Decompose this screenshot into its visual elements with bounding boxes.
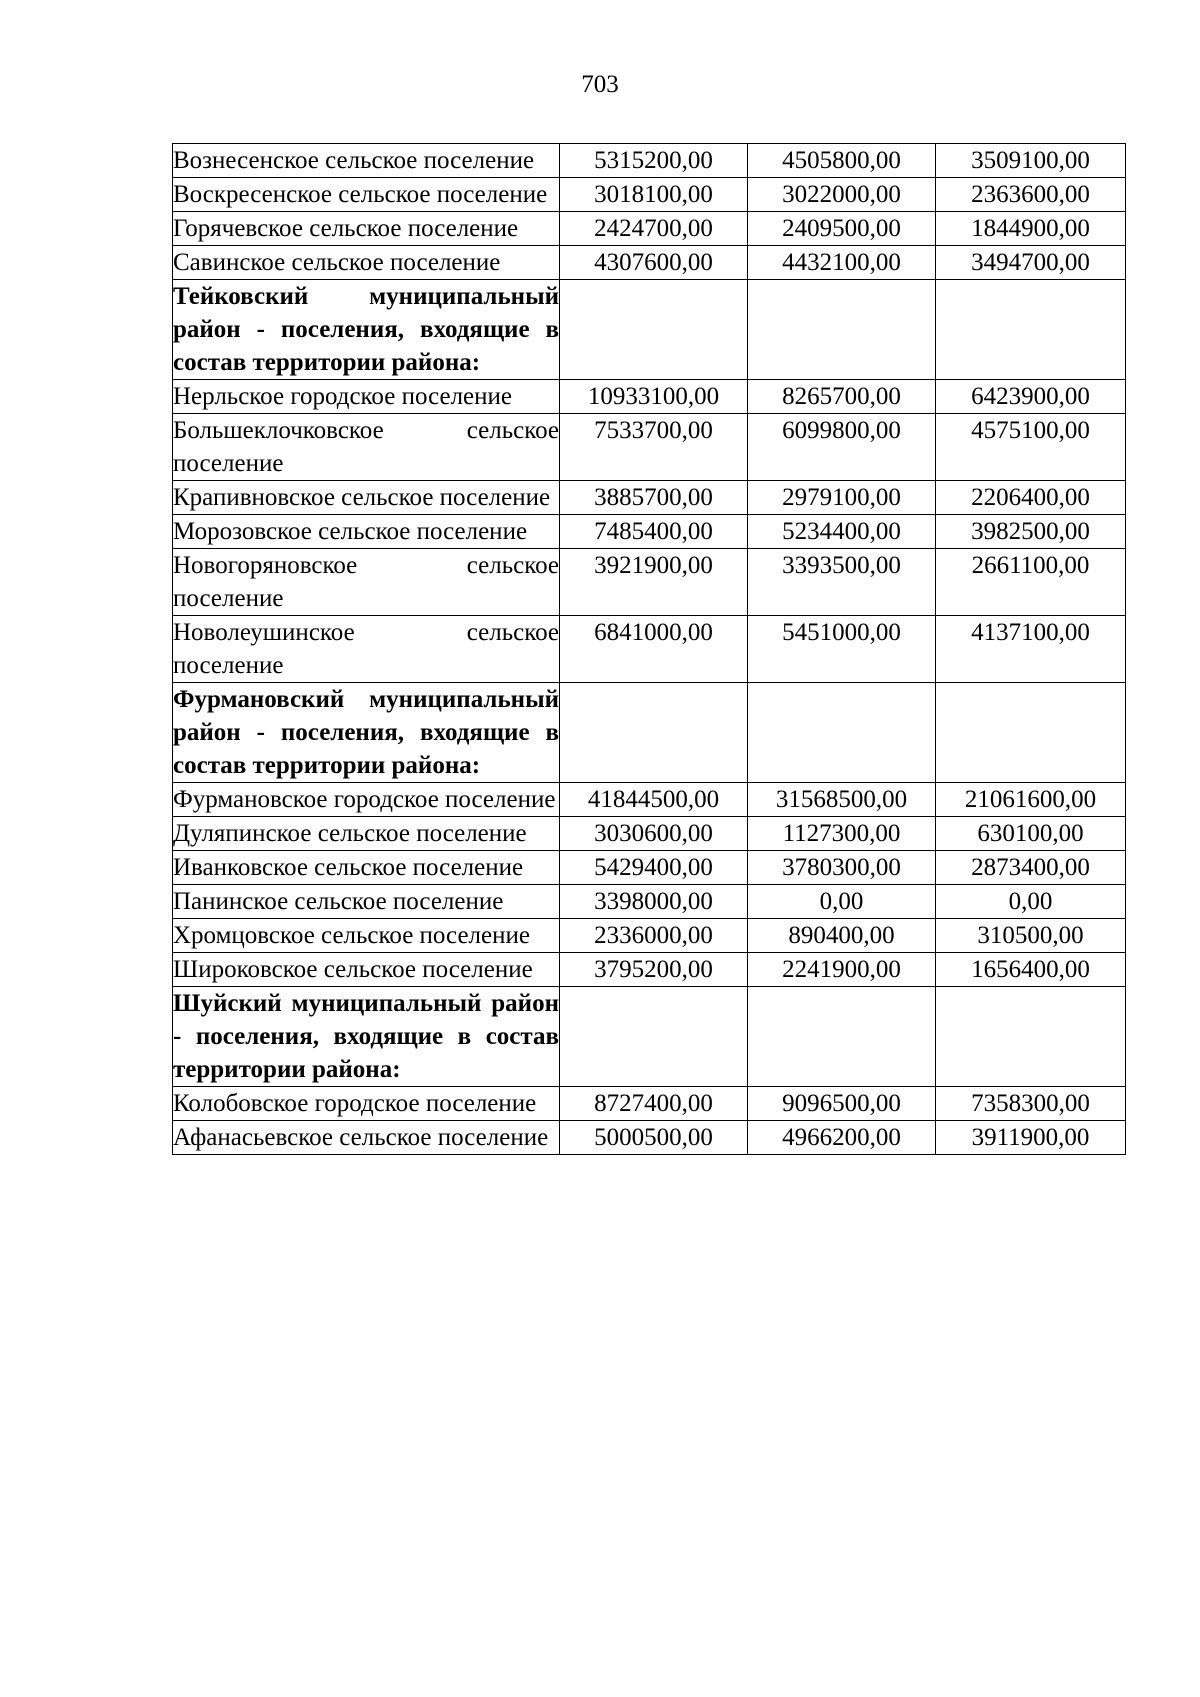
table-row (173, 885, 1126, 919)
district-name-cell: Шуйский муниципальный район - поселения, входящие в состав территории района: (173, 987, 560, 1087)
district-header-row (173, 280, 1126, 380)
table-row (173, 246, 1126, 280)
amount-cell-col1: 3398000,00 (560, 885, 748, 919)
amount-cell-col1: 6841000,00 (560, 616, 748, 683)
budget-table (172, 143, 1126, 1155)
settlement-name-cell: Хромцовское сельское поселение (173, 919, 560, 953)
amount-cell-col3: 0,00 (936, 885, 1126, 919)
amount-cell-col1: 5315200,00 (560, 144, 748, 178)
amount-cell-col2 (748, 987, 936, 1087)
table-row (173, 178, 1126, 212)
amount-cell-col2: 1127300,00 (748, 817, 936, 851)
settlement-name-cell: Новолеушинское сельское поселение (173, 616, 560, 683)
amount-cell-col1: 3921900,00 (560, 549, 748, 616)
amount-cell-col2: 9096500,00 (748, 1087, 936, 1121)
amount-cell-col2: 4432100,00 (748, 246, 936, 280)
amount-cell-col3 (936, 280, 1126, 380)
table-row (173, 783, 1126, 817)
amount-cell-col1: 3795200,00 (560, 953, 748, 987)
district-header-row (173, 683, 1126, 783)
settlement-name-cell: Нерльское городское поселение (173, 380, 560, 414)
amount-cell-col3: 1656400,00 (936, 953, 1126, 987)
settlement-name-cell: Новогоряновское сельское поселение (173, 549, 560, 616)
amount-cell-col3: 630100,00 (936, 817, 1126, 851)
amount-cell-col2: 2979100,00 (748, 481, 936, 515)
amount-cell-col2: 5451000,00 (748, 616, 936, 683)
amount-cell-col2: 3022000,00 (748, 178, 936, 212)
table-row (173, 817, 1126, 851)
district-name-cell: Фурмановский муниципальный район - поселения, входящие в состав территории района: (173, 683, 560, 783)
table-row (173, 414, 1126, 481)
amount-cell-col2 (748, 683, 936, 783)
amount-cell-col1 (560, 987, 748, 1087)
amount-cell-col3: 1844900,00 (936, 212, 1126, 246)
amount-cell-col2 (748, 280, 936, 380)
table-row (173, 1121, 1126, 1155)
table-row (173, 1087, 1126, 1121)
district-name-cell: Тейковский муниципальный район - поселения, входящие в состав территории района: (173, 280, 560, 380)
settlement-name-cell: Вознесенское сельское поселение (173, 144, 560, 178)
page-number: 703 (581, 71, 619, 98)
amount-cell-col3: 2873400,00 (936, 851, 1126, 885)
amount-cell-col1: 4307600,00 (560, 246, 748, 280)
amount-cell-col1 (560, 280, 748, 380)
settlement-name-cell: Горячевское сельское поселение (173, 212, 560, 246)
amount-cell-col2: 5234400,00 (748, 515, 936, 549)
amount-cell-col3: 4137100,00 (936, 616, 1126, 683)
amount-cell-col3: 4575100,00 (936, 414, 1126, 481)
settlement-name-cell: Фурмановское городское поселение (173, 783, 560, 817)
amount-cell-col2: 3780300,00 (748, 851, 936, 885)
table-row (173, 953, 1126, 987)
amount-cell-col3: 3494700,00 (936, 246, 1126, 280)
amount-cell-col2: 890400,00 (748, 919, 936, 953)
settlement-name-cell: Широковское сельское поселение (173, 953, 560, 987)
settlement-name-cell: Панинское сельское поселение (173, 885, 560, 919)
amount-cell-col1: 7533700,00 (560, 414, 748, 481)
amount-cell-col3: 3509100,00 (936, 144, 1126, 178)
settlement-name-cell: Иванковское сельское поселение (173, 851, 560, 885)
amount-cell-col1: 8727400,00 (560, 1087, 748, 1121)
table-row (173, 549, 1126, 616)
amount-cell-col3 (936, 683, 1126, 783)
amount-cell-col3: 310500,00 (936, 919, 1126, 953)
table-row (173, 144, 1126, 178)
amount-cell-col3: 21061600,00 (936, 783, 1126, 817)
amount-cell-col2: 8265700,00 (748, 380, 936, 414)
amount-cell-col2: 6099800,00 (748, 414, 936, 481)
amount-cell-col1: 3030600,00 (560, 817, 748, 851)
amount-cell-col1: 3885700,00 (560, 481, 748, 515)
amount-cell-col2: 2409500,00 (748, 212, 936, 246)
settlement-name-cell: Воскресенское сельское поселение (173, 178, 560, 212)
amount-cell-col3: 3911900,00 (936, 1121, 1126, 1155)
amount-cell-col1 (560, 683, 748, 783)
table-row (173, 851, 1126, 885)
settlement-name-cell: Колобовское городское поселение (173, 1087, 560, 1121)
table-row (173, 616, 1126, 683)
amount-cell-col2: 4505800,00 (748, 144, 936, 178)
district-header-row (173, 987, 1126, 1087)
table-row (173, 515, 1126, 549)
settlement-name-cell: Дуляпинское сельское поселение (173, 817, 560, 851)
amount-cell-col3: 2661100,00 (936, 549, 1126, 616)
amount-cell-col1: 2336000,00 (560, 919, 748, 953)
amount-cell-col3: 2363600,00 (936, 178, 1126, 212)
amount-cell-col3: 6423900,00 (936, 380, 1126, 414)
amount-cell-col1: 41844500,00 (560, 783, 748, 817)
settlement-name-cell: Большеклочковское сельское поселение (173, 414, 560, 481)
amount-cell-col1: 2424700,00 (560, 212, 748, 246)
table-row (173, 919, 1126, 953)
amount-cell-col1: 10933100,00 (560, 380, 748, 414)
settlement-name-cell: Морозовское сельское поселение (173, 515, 560, 549)
amount-cell-col2: 0,00 (748, 885, 936, 919)
budget-table-body (173, 144, 1126, 1155)
amount-cell-col2: 4966200,00 (748, 1121, 936, 1155)
amount-cell-col1: 5000500,00 (560, 1121, 748, 1155)
amount-cell-col3: 2206400,00 (936, 481, 1126, 515)
amount-cell-col1: 5429400,00 (560, 851, 748, 885)
table-row (173, 380, 1126, 414)
amount-cell-col3: 3982500,00 (936, 515, 1126, 549)
amount-cell-col2: 31568500,00 (748, 783, 936, 817)
table-row (173, 212, 1126, 246)
amount-cell-col1: 7485400,00 (560, 515, 748, 549)
amount-cell-col3 (936, 987, 1126, 1087)
settlement-name-cell: Крапивновское сельское поселение (173, 481, 560, 515)
settlement-name-cell: Савинское сельское поселение (173, 246, 560, 280)
table-row (173, 481, 1126, 515)
amount-cell-col2: 2241900,00 (748, 953, 936, 987)
settlement-name-cell: Афанасьевское сельское поселение (173, 1121, 560, 1155)
amount-cell-col3: 7358300,00 (936, 1087, 1126, 1121)
amount-cell-col1: 3018100,00 (560, 178, 748, 212)
amount-cell-col2: 3393500,00 (748, 549, 936, 616)
